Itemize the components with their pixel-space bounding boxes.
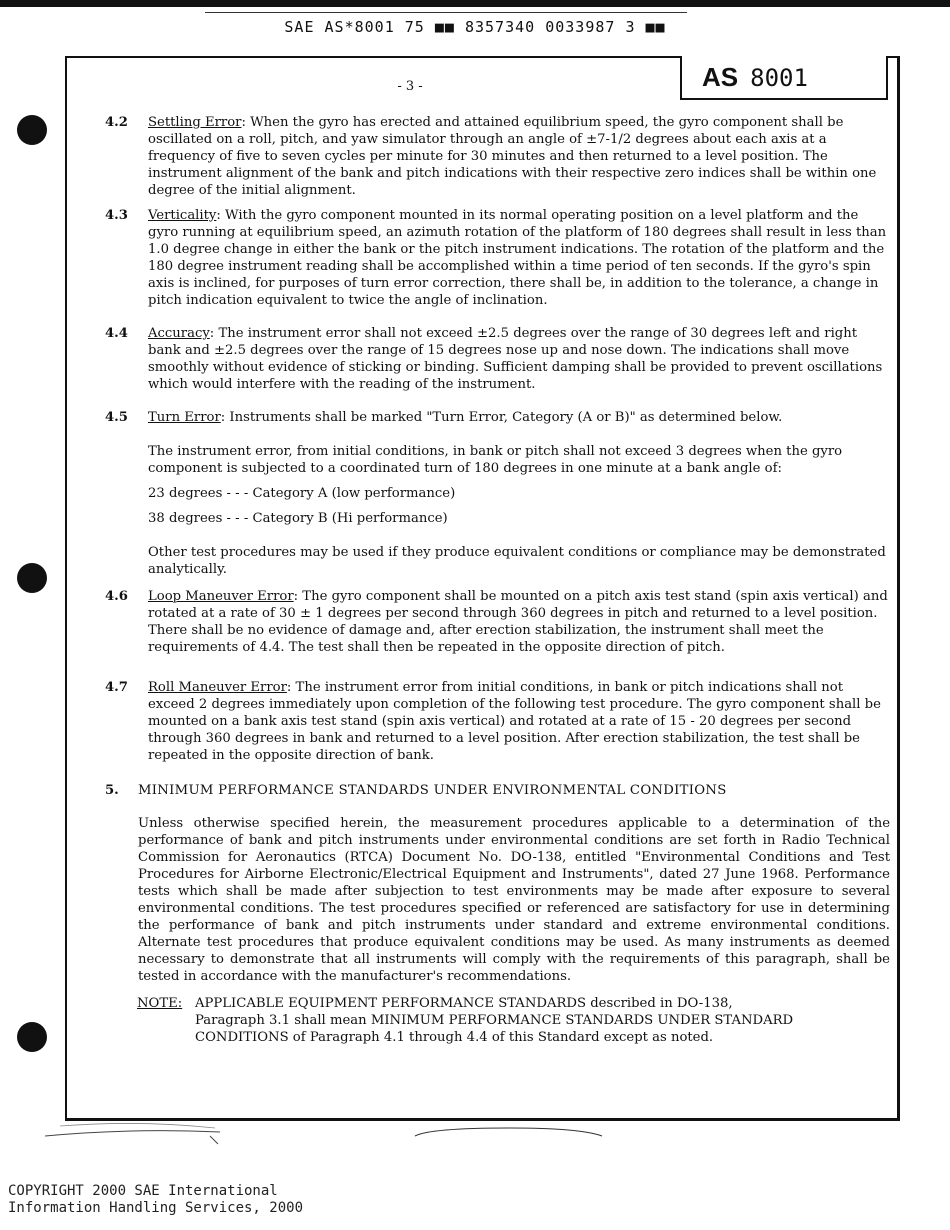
scan-artifact-curve	[40, 1122, 230, 1150]
section-title: Turn Error	[148, 410, 221, 425]
page-number: - 3 -	[397, 79, 423, 94]
copyright-line-1: COPYRIGHT 2000 SAE International	[8, 1183, 278, 1199]
section-title: Loop Maneuver Error	[148, 589, 294, 604]
header-rule	[205, 12, 687, 13]
note-label: NOTE:	[137, 996, 183, 1011]
turn-error-category-a: 23 degrees - - - Category A (low performance)	[148, 486, 456, 501]
section-text: The instrument error from initial conditions, in bank or pitch indications shall not exceed 2 degrees immediately upon completion of the following test procedure. The gyro component shall be mounted on a bank axis test stand (spin axis vertical) and rotated at a rate of 15 - 20 degrees per second through 360 degrees in bank and returned to a level position. After erection stabilization, the test shall be repeated in the opposite direction of bank.	[148, 680, 881, 763]
section-number: 5.	[105, 783, 119, 798]
section-text: When the gyro has erected and attained equilibrium speed, the gyro component shall be oscillated on a roll, pitch, and yaw simulator through an angle of ±7-1/2 degrees about each axis at a frequency of five to seven cycles per minute for 30 minutes and then returned to a level position. The instrument alignment of the bank and pitch indications with their respective zero indices shall be within one degree of the initial alignment.	[148, 115, 877, 198]
note-text: APPLICABLE EQUIPMENT PERFORMANCE STANDARDS described in DO-138, Paragraph 3.1 shall mean MINIMUM PERFORMANCE STANDARDS UNDER STANDARD CONDITIONS of Paragraph 4.1 through 4.4 of this Standard except as noted.	[195, 996, 794, 1045]
section-5-text: Unless otherwise specified herein, the measurement procedures applicable to a determination of the performance of bank and pitch instruments under environmental conditions are set forth in Radio Technical Commission for Aeronautics (RTCA) Document No. DO-138, entitled "Environmental Conditions and Test Procedures for Airborne Electronic/Electrical Equipment and Instruments", dated 27 June 1968. Performance tests which shall be made after subjection to test environments may be made after exposure to several environmental conditions. The test procedures specified or referenced are satisfactory for use in determining the performance of bank and pitch instruments under standard and extreme environmental conditions. Alternate test procedures that produce equivalent conditions may be used. As many instruments as deemed necessary to demonstrate that all instruments will comply with the requirements of this paragraph, shall be tested in accordance with the manufacturer's recommendations.	[138, 816, 890, 984]
punch-hole	[17, 1022, 47, 1052]
doc-number: 8001	[750, 64, 808, 92]
section-text: Instruments shall be marked "Turn Error, Category (A or B)" as determined below.	[229, 410, 783, 425]
copyright-line-2: Information Handling Services, 2000	[8, 1200, 304, 1216]
turn-error-other: Other test procedures may be used if they produce equivalent conditions or compliance may be demonstrated analytically.	[148, 545, 886, 577]
section-text: The gyro component shall be mounted on a pitch axis test stand (spin axis vertical) and rotated at a rate of 30 ± 1 degrees per second through 360 degrees in pitch and returned to a level position. There shall be no evidence of damage and, after erection stabilization, the instrument shall meet the requirements of 4.4. The test shall then be repeated in the opposite direction of pitch.	[148, 589, 888, 655]
section-title: Accuracy	[148, 326, 210, 341]
section-number: 4.6	[105, 589, 128, 604]
section-number: 4.5	[105, 410, 128, 425]
doc-prefix: AS	[702, 62, 739, 92]
section-title: Roll Maneuver Error	[148, 680, 287, 695]
section-number: 4.7	[105, 680, 128, 695]
section-title: MINIMUM PERFORMANCE STANDARDS UNDER ENVIRONMENTAL CONDITIONS	[138, 783, 727, 798]
copyright-footer	[8, 1183, 303, 1217]
punch-hole	[17, 563, 47, 593]
punch-hole	[17, 115, 47, 145]
turn-error-intro: The instrument error, from initial conditions, in bank or pitch shall not exceed 3 degrees when the gyro component is subjected to a coordinated turn of 180 degrees in one minute at a bank angle of:	[148, 444, 843, 476]
section-title: Verticality	[148, 208, 217, 223]
section-text: With the gyro component mounted in its normal operating position on a level platform and the gyro running at equilibrium speed, an azimuth rotation of the platform of 180 degrees shall result in less than 1.0 degree change in either the bank or the pitch instrument indications. The rotation of the platform and the 180 degree instrument reading shall be accomplished within a time period of ten seconds. If the gyro's spin axis is inclined, for purposes of turn error correction, there shall be, in addition to the tolerance, a change in pitch indication equivalent to twice the angle of inclination.	[148, 208, 887, 308]
section-number: 4.2	[105, 115, 128, 130]
scan-artifact-curve	[410, 1122, 610, 1146]
header-code: SAE AS*8001 75 ■■ 8357340 0033987 3 ■■	[284, 18, 666, 36]
turn-error-category-b: 38 degrees - - - Category B (Hi performance)	[148, 511, 448, 526]
section-number: 4.3	[105, 208, 128, 223]
section-number: 4.4	[105, 326, 128, 341]
section-title: Settling Error	[148, 115, 242, 130]
section-text: The instrument error shall not exceed ±2.5 degrees over the range of 30 degrees left and right bank and ±2.5 degrees over the range of 15 degrees nose up and nose down. The indications shall move smoothly without evidence of sticking or binding. Sufficient damping shall be provided to prevent oscillations which would interfere with the reading of the instrument.	[148, 326, 883, 392]
top-scan-bar	[0, 0, 950, 7]
